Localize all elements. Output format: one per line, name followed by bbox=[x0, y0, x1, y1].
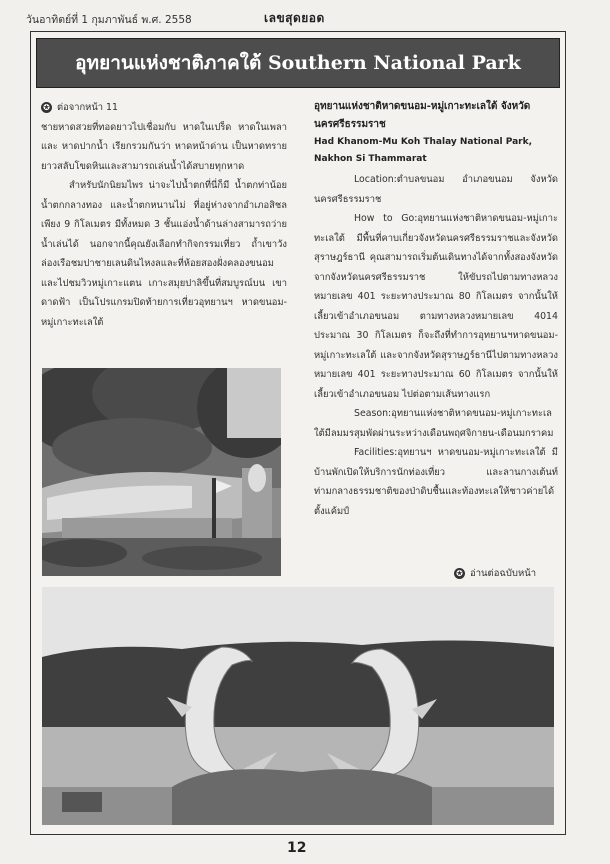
paper-name: เลขสุดยอด bbox=[264, 11, 325, 25]
left-paragraph: ชายหาดสวยที่ทอดยาวไปเชื่อมกับ หาดในเปร็ด หาดในเพลา และ หาดปากน้ำ เรียกรวมกันว่า หาดหน้าด่าน เป็นหาดทรายยาวสลับโขดหินและสามารถเล่นน้ำได้สบายทุกหาด bbox=[41, 121, 287, 172]
article-title-en: Had Khanom-Mu Koh Thalay National Park, Nakhon Si Thammarat bbox=[314, 137, 533, 164]
page-number: 12 bbox=[287, 840, 307, 856]
star-icon: ✪ bbox=[454, 568, 465, 579]
continued-from bbox=[41, 98, 287, 118]
section-banner bbox=[36, 38, 560, 88]
read-more bbox=[454, 566, 536, 581]
left-paragraph: สำหรับนักนิยมไพร น่าจะไปน้ำตกที่นี่ก็มี น้ำตกท่าน้อย น้ำตกกลางทอง และน้ำตกหนานไม่ ที่อยู่ห่างจากอำเภอสิชลเพียง 9 กิโลเมตร มีทั้งหมด 3 ชั้นแอ่งน้ำด้านล่างสามารถว่ายน้ำเล่นได้ นอกจากนี้คุณยังเลือกทำกิจกรรมเที่ยว ถ้ำเขาวัง ล่องเรือชมปาชายเลนดินไหงลและที่ห้อยสองฝั่งคลองขนอม และไปชมวิวหมู่เกาะแตน เกาะสมุยปาลิขึ้นที่สมบูรณ์บน เขาดาดฟ้า เป็นโปรแกรมปิดท้ายการเที่ยวอุทยานฯ หาดขนอม-หมู่เกาะทะเลใต้ bbox=[41, 180, 287, 328]
how-to-go-paragraph: How to Go:อุทยานแห่งชาติหาดขนอม-หมู่เกาะทะเลใต้ มีพื้นที่คาบเกี่ยวจังหวัดนครศรีธรรมราชและจังหวัดสุราษฎร์ธานี คุณสามารถเริ่มต้นเดินทางได้จากทั้งสองจังหวัด จากจังหวัดนครศรีธรรมราช ให้ขับรถไปตามทางหลวงหมายเลข 401 ระยะทางประมาณ 80 กิโลเมตร จากนั้นให้เลี้ยวเข้าอำเภอขนอม ตามทางหลวงหมายเลข 4014 ประมาณ 30 กิโลเมตร ก็จะถึงที่ทำการอุทยานฯหาดขนอม-หมู่เกาะทะเลใต้ และจากจังหวัดสุราษฎร์ธานีไปตามทางหลวงหมายเลข 401 ระยะทางประมาณ 60 กิโลเมตร จากนั้นให้เลี้ยวเข้าอำเภอขนอม ไปต่อตามเส้นทางแรก bbox=[314, 213, 558, 400]
location-paragraph: Location:ตำบลขนอม อำเภอขนอม จังหวัดนครศรีธรรมราช bbox=[314, 174, 558, 205]
facilities-paragraph: Facilities:อุทยานฯ หาดขนอม-หมู่เกาะทะเลใต้ มีบ้านพักเปิดให้บริการนักท่องเที่ยว และลานกางเต้นท์ท่ามกลางธรรมชาติของป่าดิบชื้นและท้องทะเลให้ชาวค่ายได้ตั้งแค้มป์ bbox=[314, 447, 558, 517]
banner-title: อุทยานแห่งชาติภาคใต้ Southern National Park bbox=[75, 52, 521, 74]
continued-from-text: ต่อจากหน้า 11 bbox=[57, 102, 118, 113]
star-icon: ✪ bbox=[41, 102, 52, 113]
masthead bbox=[0, 0, 610, 30]
read-more-text: อ่านต่อฉบับหน้า bbox=[470, 568, 537, 579]
season-paragraph: Season:อุทยานแห่งชาติหาดขนอม-หมู่เกาะทะเลใต้มีลมมรสุมพัดผ่านระหว่างเดือนพฤศจิกายน-เดือนมกราคม bbox=[314, 408, 554, 439]
dolphin-statue-photo bbox=[42, 587, 554, 825]
right-column bbox=[314, 98, 558, 588]
left-column bbox=[41, 98, 287, 360]
article-title: อุทยานแห่งชาติหาดขนอม-หมู่เกาะทะเลใต้ จังหวัดนครศรีธรรมราช bbox=[314, 101, 531, 130]
park-entrance-photo bbox=[42, 368, 281, 576]
issue-date: วันอาทิตย์ที่ 1 กุมภาพันธ์ พ.ศ. 2558 bbox=[26, 14, 192, 26]
